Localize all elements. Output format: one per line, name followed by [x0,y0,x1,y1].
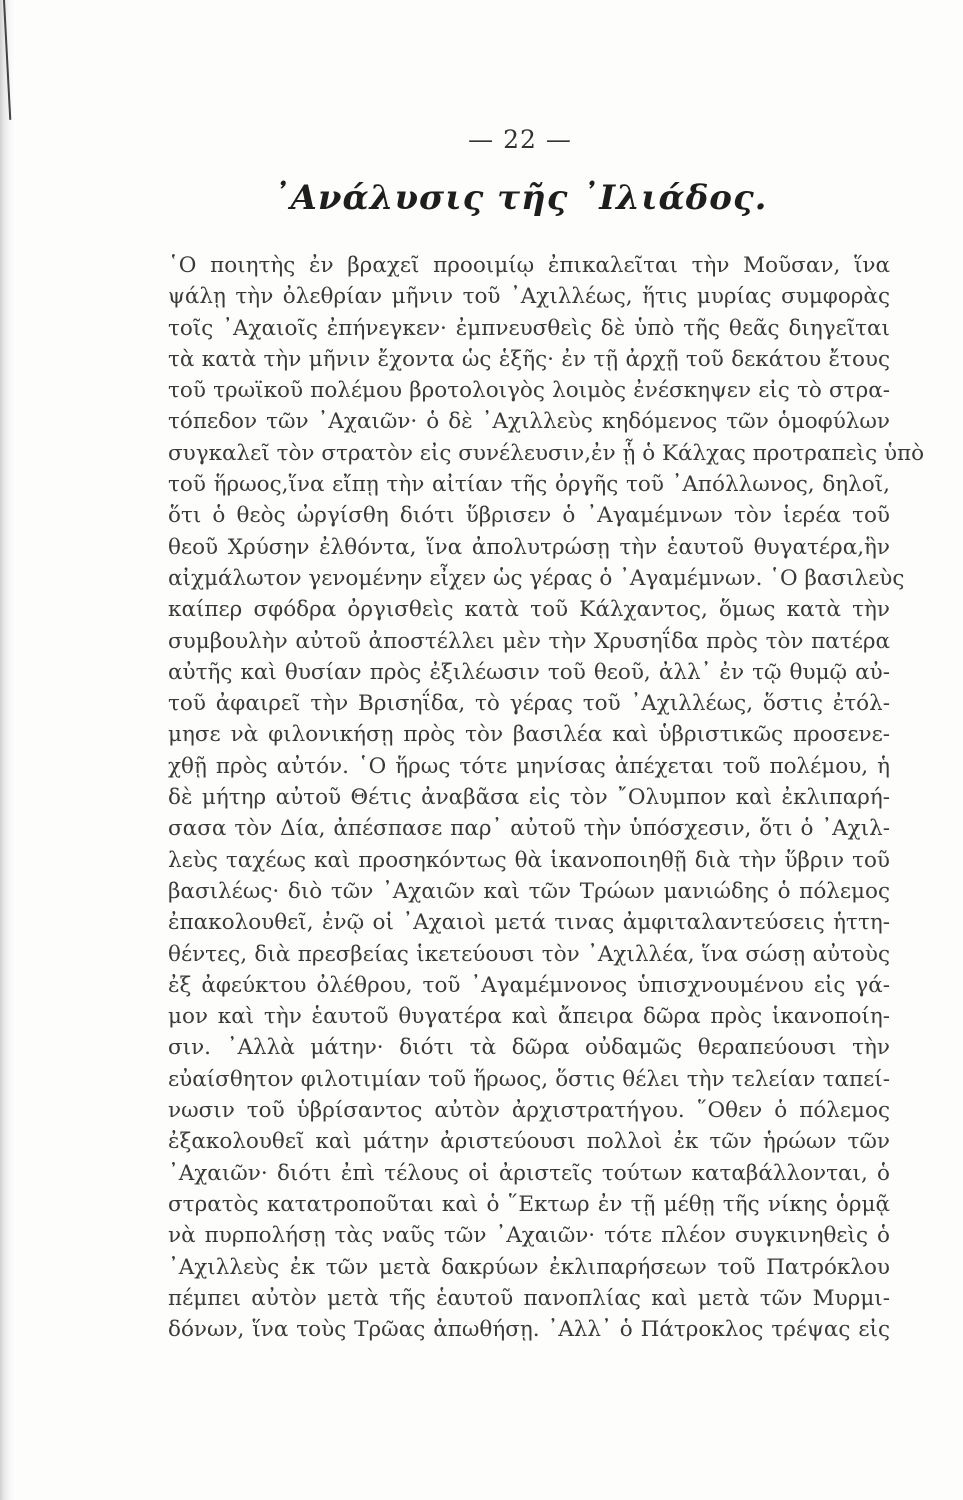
text-line: αὐτῆς καὶ θυσίαν πρὸς ἐξιλέωσιν τοῦ θεοῦ, ἀλλ᾿ ἐν τῷ θυμῷ αὐ- [168,659,890,685]
text-line: τὰ κατὰ τὴν μῆνιν ἔχοντα ὡς ἑξῆς· ἐν τῇ ἀρχῇ τοῦ δεκάτου ἔτους [168,346,890,372]
text-line: αἰχμάλωτον γενομένην εἶχεν ὡς γέρας ὁ ᾿Αγαμέμνων. ῾Ο βασιλεὺς [168,565,905,591]
text-line: πέμπει αὐτὸν μετὰ τῆς ἑαυτοῦ πανοπλίας καὶ μετὰ τῶν Μυρμι- [168,1285,890,1311]
text-line: τοῦ ἀφαιρεῖ τὴν Βρισηΐδα, τὸ γέρας τοῦ ᾿Αχιλλέως, ὅστις ἐτόλ- [168,691,890,717]
text-line: τόπεδον τῶν ᾿Αχαιῶν· ὁ δὲ ᾿Αχιλλεὺς κηδόμενος τῶν ὁμοφύλων [168,409,890,435]
text-line: σιν. ᾿Αλλὰ μάτην· διότι τὰ δῶρα οὐδαμῶς θεραπεύουσι τὴν [168,1035,890,1061]
text-line: τοῦ ἥρωος,ἵνα εἴπῃ τὴν αἰτίαν τῆς ὀργῆς τοῦ ᾿Απόλλωνος, δηλοῖ, [168,472,890,498]
text-line: ἐπακολουθεῖ, ἐνῷ οἱ ᾿Αχαιοὶ μετά τινας ἀμφιταλαντεύσεις ἡττη- [168,910,890,936]
text-line: ἐξακολουθεῖ καὶ μάτην ἀριστεύουσι πολλοὶ ἐκ τῶν ἡρώων τῶν [168,1129,890,1155]
text-line: τοῦ τρωϊκοῦ πολέμου βροτολοιγὸς λοιμὸς ἐνέσκηψεν εἰς τὸ στρα- [168,378,890,404]
body-text [168,250,925,1345]
binding-shadow [0,0,14,1500]
text-line: νὰ πυρπολήσῃ τὰς ναῦς τῶν ᾿Αχαιῶν· τότε πλέον συγκινηθεὶς ὁ [168,1223,890,1249]
text-line: χθῇ πρὸς αὐτόν. ῾Ο ἥρως τότε μηνίσας ἀπέχεται τοῦ πολέμου, ἡ [168,753,890,779]
text-line: ὅτι ὁ θεὸς ὠργίσθη διότι ὕβρισεν ὁ ᾿Αγαμέμνων τὸν ἱερέα τοῦ [168,503,890,529]
text-line: εὐαίσθητον φιλοτιμίαν τοῦ ἥρωος, ὅστις θέλει τὴν τελείαν ταπεί- [168,1066,890,1092]
text-line: ψάλῃ τὴν ὀλεθρίαν μῆνιν τοῦ ᾿Αχιλλέως, ἥτις μυρίας συμφορὰς [168,284,890,310]
text-line: θεοῦ Χρύσην ἐλθόντα, ἵνα ἀπολυτρώσῃ τὴν ἑαυτοῦ θυγατέρα,ἣν [168,534,890,560]
text-line: θέντες, διὰ πρεσβείας ἱκετεύουσι τὸν ᾿Αχιλλέα, ἵνα σώσῃ αὐτοὺς [168,941,890,967]
text-line: ᾿Αχαιῶν· διότι ἐπὶ τέλους οἱ ἀριστεῖς τούτων καταβάλλονται, ὁ [168,1160,890,1186]
text-line: ἐξ ἀφεύκτου ὀλέθρου, τοῦ ᾿Αγαμέμνονος ὑπισχνουμένου εἰς γά- [168,972,890,998]
text-line: στρατὸς κατατροποῦται καὶ ὁ ῞Εκτωρ ἐν τῇ μέθῃ τῆς νίκης ὁρμᾷ [168,1191,890,1217]
text-line: συγκαλεῖ τὸν στρατὸν εἰς συνέλευσιν,ἐν ᾗ ὁ Κάλχας προτραπεὶς ὑπὸ [168,440,925,466]
text-line: λεὺς ταχέως καὶ προσηκόντως θὰ ἱκανοποιηθῇ διὰ τὴν ὕβριν τοῦ [168,847,890,873]
text-line: ῾Ο ποιητὴς ἐν βραχεῖ προοιμίῳ ἐπικαλεῖται τὴν Μοῦσαν, ἵνα [168,253,890,278]
text-line: μον καὶ τὴν ἑαυτοῦ θυγατέρα καὶ ἄπειρα δῶρα πρὸς ἱκανοποίη- [168,1004,890,1030]
text-line: βασιλέως· διὸ τῶν ᾿Αχαιῶν καὶ τῶν Τρώων μανιώδης ὁ πόλεμος [168,878,890,904]
text-line: ᾿Αχιλλεὺς ἐκ τῶν μετὰ δακρύων ἐκλιπαρήσεων τοῦ Πατρόκλου [168,1254,890,1280]
text-line: μησε νὰ φιλονικήσῃ πρὸς τὸν βασιλέα καὶ ὑβριστικῶς προσενε- [168,722,890,748]
text-line: σασα τὸν Δία, ἀπέσπασε παρ᾿ αὐτοῦ τὴν ὑπόσχεσιν, ὅτι ὁ ᾿Αχιλ- [168,816,890,842]
text-line: καίπερ σφόδρα ὀργισθεὶς κατὰ τοῦ Κάλχαντος, ὅμως κατὰ τὴν [168,597,890,623]
text-line: δὲ μήτηρ αὐτοῦ Θέτις ἀναβᾶσα εἰς τὸν ῎Ολυμπον καὶ ἐκλιπαρή- [168,785,890,811]
text-line: νωσιν τοῦ ὑβρίσαντος αὐτὸν ἀρχιστρατήγου. ῞Οθεν ὁ πόλεμος [168,1098,890,1124]
text-line: τοῖς ᾿Αχαιοῖς ἐπήνεγκεν· ἐμπνευσθεὶς δὲ ὑπὸ τῆς θεᾶς διηγεῖται [168,315,890,341]
text-line: συμβουλὴν αὐτοῦ ἀποστέλλει μὲν τὴν Χρυσηΐδα πρὸς τὸν πατέρα [168,628,890,654]
page-number: — 22 — [468,125,572,154]
text-line: δόνων, ἵνα τοὺς Τρῶας ἀπωθήσῃ. ᾿Αλλ᾿ ὁ Πάτροκλος τρέψας εἰς [168,1317,890,1343]
chapter-title: ᾿Ανάλυσις τῆς ᾿Ιλιάδος. [272,178,768,218]
